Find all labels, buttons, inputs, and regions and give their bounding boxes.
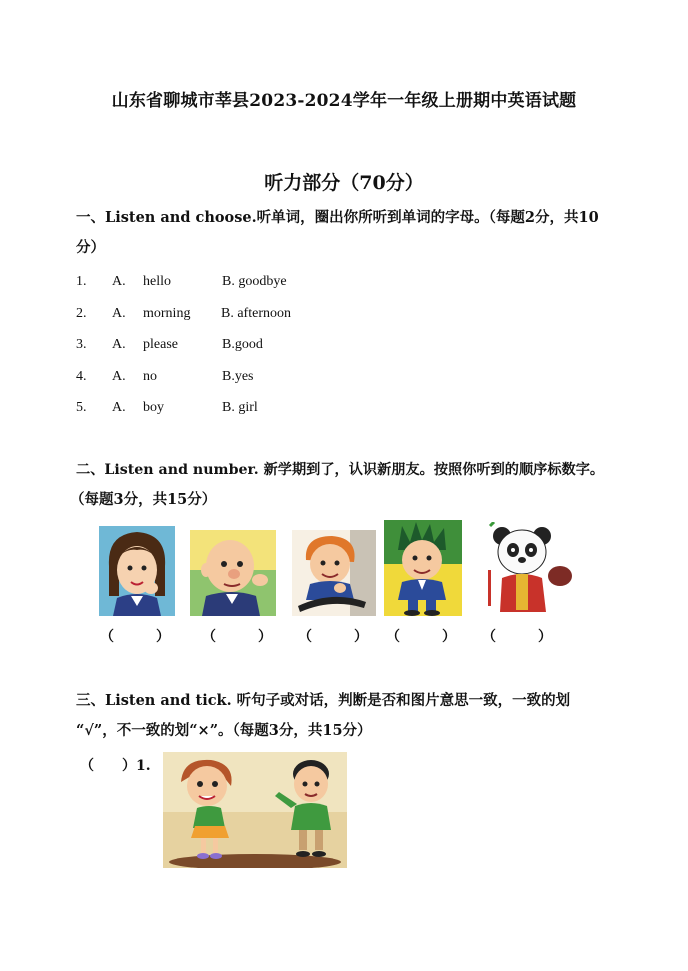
option-a-text: no <box>143 369 157 384</box>
document-title: 山东省聊城市莘县2023-2024学年一年级上册期中英语试题 <box>111 91 577 111</box>
item-number: 4. <box>76 369 87 384</box>
picture-spiky-hair-boy <box>384 520 462 616</box>
picture-bald-boy <box>190 530 276 616</box>
option-b-text: B.good <box>222 337 263 352</box>
q1-heading-line2: 分） <box>76 239 105 256</box>
item-number: 5. <box>76 400 87 415</box>
q2-heading <box>70 455 636 515</box>
option-a-text: boy <box>143 400 164 415</box>
option-a-label: A. <box>112 337 126 352</box>
q1-item <box>0 272 688 296</box>
option-a-text: hello <box>143 274 171 289</box>
option-b-text: B. goodbye <box>222 274 287 289</box>
option-a-text: please <box>143 337 178 352</box>
q2-heading-line1: 二、Listen and number. 新学期到了，认识新朋友。按照你听到的顺序标数字。 <box>76 462 605 478</box>
option-b-text: B. girl <box>222 400 258 415</box>
q2-heading-line2: （每题3分，共15分） <box>70 491 217 508</box>
q1-item <box>0 304 688 328</box>
picture-panda <box>480 522 576 616</box>
option-a-label: A. <box>112 274 126 289</box>
answer-bracket[interactable]: （ ） <box>100 629 170 645</box>
picture-girl <box>99 526 175 616</box>
option-a-label: A. <box>112 306 126 321</box>
q1-item <box>0 335 688 359</box>
q1-heading-line1: 一、Listen and choose.听单词，圈出你所听到单词的字母。（每题2分，共10 <box>76 209 599 226</box>
option-a-label: A. <box>112 369 126 384</box>
answer-bracket[interactable]: （ ） <box>202 629 272 645</box>
picture-girl-and-boy <box>163 752 347 868</box>
answer-bracket[interactable]: （ ） <box>482 629 552 645</box>
option-a-label: A. <box>112 400 126 415</box>
picture-boy-skateboard <box>292 530 376 616</box>
option-b-text: B.yes <box>222 369 254 384</box>
q3-heading <box>76 686 636 746</box>
option-a-text: morning <box>143 306 191 321</box>
section-title: 听力部分（70分） <box>264 172 424 194</box>
q3-heading-line2: “√”，不一致的划“×”。（每题3分，共15分） <box>76 722 372 739</box>
answer-bracket[interactable]: （ ） <box>386 629 456 645</box>
q3-heading-line1: 三、Listen and tick. 听句子或对话，判断是否和图片意思一致，一致的划 <box>76 692 571 709</box>
item-number: 2. <box>76 306 87 321</box>
answer-bracket[interactable]: （ ） <box>298 629 368 645</box>
option-b-text: B. afternoon <box>221 306 291 321</box>
item-number: 3. <box>76 337 87 352</box>
q1-heading <box>76 203 636 263</box>
q1-item <box>0 398 688 422</box>
q1-item <box>0 367 688 391</box>
item-number: 1. <box>76 274 87 289</box>
q3-item1-bracket[interactable]: （ ）1. <box>80 758 151 774</box>
